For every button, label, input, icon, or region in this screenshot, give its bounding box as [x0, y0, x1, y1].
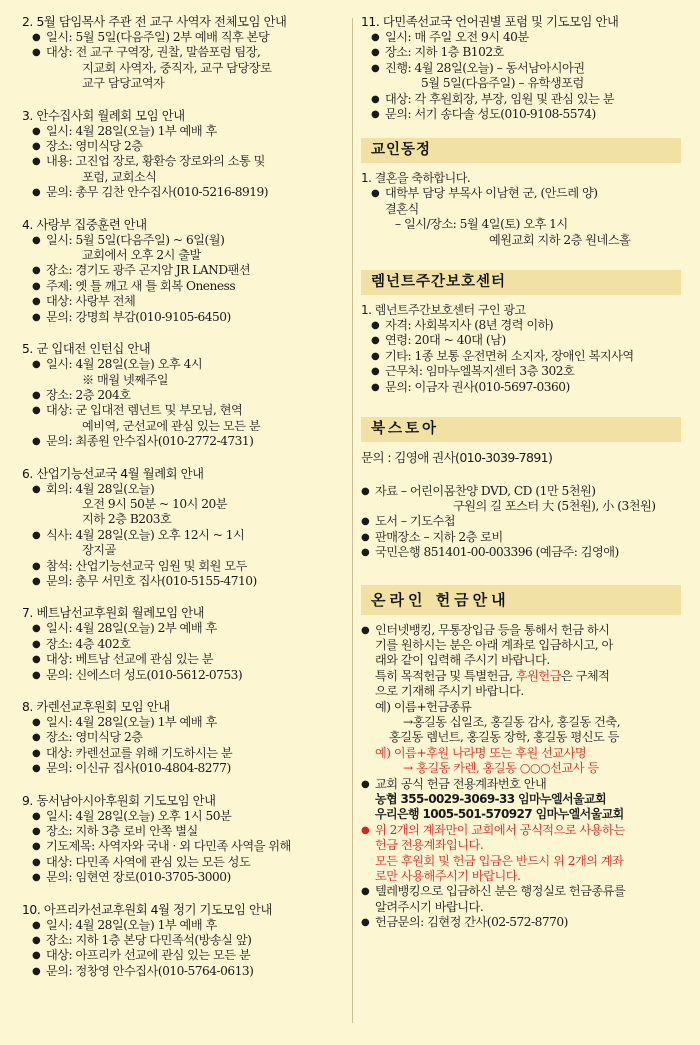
- row-label: 문의:: [385, 379, 412, 394]
- row-label: 기타:: [385, 348, 412, 363]
- row-label: 일시:: [46, 715, 73, 729]
- notice-item: [22, 466, 347, 590]
- offering-warning: ● 위 2개의 계좌만이 교회에서 공식적으로 사용하는 헌금 전용계좌입니다. 모든 후원회 및 헌금 입금은 반드시 위 2개의 계좌 로만 사용해주시기 바랍니다.: [361, 822, 625, 884]
- right-column: [361, 14, 681, 931]
- bullet-icon: ●: [361, 824, 370, 836]
- row-value: 사랑부 전체: [75, 294, 136, 309]
- row-value: 임마누엘복지센터 3층 302호: [425, 364, 575, 379]
- bullet-icon: ●: [32, 187, 41, 199]
- row-value: 사회복지사 (8년 경력 이하): [414, 318, 554, 333]
- row-label: 장소:: [46, 636, 73, 651]
- row-label: 자격:: [385, 318, 412, 333]
- row-value: 총무 김찬 안수집사(010-5216-8919): [75, 185, 269, 200]
- info-row: [22, 124, 347, 139]
- offering-intro: ● 인터넷뱅킹, 무통장입금 등을 통해서 헌금 하시 기를 원하시는 분은 아래 계좌로 입금하시고, 아 래와 같이 입력해 주시기 바랍니다. 특히 목적헌금 및 특별헌금, 후원헌금은 구체적 으로 기재해 주시기 바랍니다. 예) 이름+헌금종류 →홍길동 십일조, 홍길동 감사, 홍길동 건축, 홍길동 렘넌트, 홍길동 장학, 홍길동 평신도 등 예) 이름+후원 나라명 또는 후원 선교사명 → 홍길동 카렌, 홍길동 ○○○선교사 등: [361, 622, 621, 776]
- bullet-icon: ●: [32, 296, 41, 308]
- notice-item: [22, 341, 347, 449]
- info-row: [22, 918, 347, 933]
- bullet-icon: ●: [32, 529, 41, 541]
- bullet-icon: ●: [32, 950, 41, 962]
- info-row: [361, 484, 681, 499]
- notice-title: 11. 다민족선교국 언어권별 포럼 및 기도모임 안내: [361, 15, 619, 29]
- row-value: 카렌선교를 위해 기도하시는 분: [75, 745, 233, 760]
- bullet-icon: ●: [32, 669, 41, 681]
- row-value: 전 교구 구역장, 권찰, 말씀포럼 팀장,: [75, 45, 261, 60]
- row-label: 대상:: [46, 403, 73, 418]
- row-label: 문의:: [46, 434, 73, 449]
- notice-item: [22, 793, 347, 886]
- row-label: 근무처:: [385, 364, 423, 379]
- bookstore: [361, 450, 681, 560]
- info-row: [22, 870, 347, 885]
- row-label: 문의:: [385, 107, 412, 122]
- row-value-cont: 지교회 사역자, 중직자, 교구 담당장로: [82, 60, 272, 75]
- row-label: 장소:: [46, 387, 73, 402]
- offering-telebanking: ● 텔레뱅킹으로 입금하신 분은 행정실로 헌금종류를 알려주시기 바랍니다.: [361, 884, 626, 914]
- info-row: [22, 154, 347, 169]
- row-value-cont: 오전 9시 50분 ~ 10시 20분: [82, 496, 227, 511]
- row-value: 851401-00-003396 (예금주: 김영애): [423, 545, 619, 560]
- row-label: 기도제목:: [46, 839, 95, 854]
- row-label: 도서 –: [375, 514, 407, 529]
- bullet-icon: ●: [32, 265, 41, 277]
- info-row: [22, 839, 347, 854]
- row-value: 4월 28일(오늘) 2부 예배 후: [75, 621, 217, 636]
- notice-title: 2. 5월 담임목사 주관 전 교구 사역자 전체모임 안내: [22, 15, 287, 29]
- row-label: 일시:: [46, 808, 73, 823]
- row-label: 일시:: [46, 621, 73, 636]
- row-value: 임현연 장로(010-3705-3000): [75, 870, 231, 885]
- offering-accounts: ● 교회 공식 헌금 전용계좌번호 안내 농협 355-0029-3069-33 임마누엘서울교회 우리은행 1005-501-570927 임마누엘서울교회: [361, 777, 681, 823]
- bullet-icon: ●: [32, 389, 41, 401]
- row-value-cont: 장지골: [82, 543, 116, 558]
- row-value: 정창영 안수집사(010-5764-0613): [75, 963, 254, 978]
- remnant-center: [361, 303, 681, 395]
- info-row: [22, 668, 347, 683]
- section-header-online-offering: 온라인 헌금안내: [361, 585, 681, 615]
- info-row: [22, 263, 347, 278]
- row-label: 장소:: [46, 263, 73, 278]
- info-row: [22, 294, 347, 309]
- row-value: 베트남 선교에 관심 있는 분: [75, 652, 214, 667]
- row-label: 일시:: [46, 30, 73, 44]
- bullet-icon: ●: [371, 93, 380, 105]
- bullet-icon: ●: [32, 810, 41, 822]
- bullet-icon: ●: [361, 485, 370, 497]
- row-label: 대상:: [46, 45, 73, 60]
- row-value: 4월 28일(오늘) 오후 1시 50분: [75, 808, 232, 823]
- info-row: [22, 403, 347, 418]
- bullet-icon: ●: [32, 560, 41, 572]
- bullet-icon: ●: [32, 856, 41, 868]
- row-value-cont: 교구 담당교역자: [82, 76, 165, 91]
- notice-item: [22, 902, 347, 980]
- row-value-cont: 구원의 길 포스터 大 (5천원), 小 (3천원): [453, 498, 656, 513]
- bullet-icon: ●: [32, 841, 41, 853]
- row-value: 어린이몸찬양 DVD, CD (1만 5천원): [409, 483, 596, 498]
- row-value: 총무 서민호 집사(010-5155-4710): [75, 573, 257, 588]
- info-row: [361, 349, 681, 364]
- bullet-icon: ●: [371, 32, 380, 43]
- bullet-icon: ●: [32, 732, 41, 744]
- row-value: 4월 28일(오늘) 1부 예배 후: [75, 917, 217, 932]
- info-row: [361, 333, 681, 348]
- bullet-icon: ●: [32, 935, 41, 947]
- notice-title: 8. 카렌선교후원회 모임 안내: [22, 700, 170, 714]
- row-label: 문의:: [46, 309, 73, 324]
- row-value: 2층 204호: [75, 387, 131, 402]
- section-header-member-news: 교인동정: [361, 138, 681, 163]
- row-label: 문의:: [46, 573, 73, 588]
- row-value: 4월 28일(오늘): [75, 481, 155, 496]
- bullet-icon: ●: [32, 654, 41, 666]
- row-label: 대상:: [46, 854, 73, 869]
- row-label: 대상:: [46, 745, 73, 760]
- notice-title: 5. 군 입대전 인턴십 안내: [22, 342, 151, 357]
- row-value: 군 입대전 렘넌트 및 부모님, 현역: [75, 403, 243, 418]
- left-column: [22, 14, 347, 995]
- bullet-icon: ●: [32, 280, 41, 292]
- row-value: 강명희 부감(010-9105-6450): [75, 309, 231, 324]
- bullet-icon: ●: [361, 624, 370, 636]
- info-row: [22, 30, 347, 45]
- row-value: 최종원 안수집사(010-2772-4731): [75, 434, 254, 449]
- info-row: [361, 364, 681, 379]
- bullet-icon: ●: [32, 32, 41, 43]
- info-row: [361, 92, 681, 107]
- info-row: [22, 621, 347, 636]
- row-value-cont: ※ 매월 넷째주일: [82, 372, 169, 387]
- row-value: 지하 3층 로비 안쪽 별실: [75, 824, 198, 839]
- row-value-cont: 예비역, 군선교에 관심 있는 모든 분: [82, 418, 261, 433]
- row-label: 자료 –: [375, 483, 407, 498]
- bullet-icon: ●: [32, 359, 41, 371]
- notice-item: [22, 108, 347, 201]
- member-news-bullet: ● 대학부 담당 부목사 이남현 군, (안드레 양): [371, 186, 598, 201]
- row-label: 대상:: [46, 948, 73, 963]
- info-row: [22, 185, 347, 200]
- notice-item: [22, 699, 347, 777]
- bookstore-rows: [361, 484, 681, 561]
- row-label: 일시:: [46, 123, 73, 138]
- bullet-icon: ●: [32, 234, 41, 246]
- info-row: [22, 855, 347, 870]
- row-value: 이금자 권사(010-5697-0360): [414, 379, 570, 394]
- info-row: [22, 761, 347, 776]
- row-label: 내용:: [46, 154, 73, 169]
- bullet-icon: ●: [361, 547, 370, 559]
- info-row: [22, 388, 347, 403]
- bullet-icon: ●: [32, 575, 41, 587]
- row-value: 4월 28일(오늘) 1부 예배 후: [75, 715, 217, 729]
- info-row: [361, 45, 681, 60]
- remnant-center-subtitle: 1. 렘넌트주간보호센터 구인 광고: [361, 303, 526, 318]
- row-label: 장소:: [46, 824, 73, 839]
- row-value: 지하 1층 B102호: [414, 45, 504, 60]
- row-label: 국민은행: [375, 545, 421, 560]
- row-value: 매 주일 오전 9시 40분: [414, 30, 529, 44]
- row-value: 아프리카 선교에 관심 있는 모든 분: [75, 948, 251, 963]
- bullet-icon: ●: [32, 623, 41, 635]
- row-value: 사역자와 국내 · 외 다민족 사역을 위해: [98, 839, 291, 854]
- bullet-icon: ●: [32, 483, 41, 495]
- row-label: 문의:: [46, 185, 73, 200]
- row-value-cont: 포럼, 교회소식: [82, 169, 157, 184]
- row-label: 문의:: [46, 963, 73, 978]
- row-value: 경기도 광주 곤지암 JR LAND팬션: [75, 263, 251, 278]
- row-label: 장소:: [46, 933, 73, 948]
- info-row: [22, 279, 347, 294]
- info-row: [361, 514, 681, 529]
- row-value: 각 후원회장, 부장, 임원 및 관심 있는 분: [414, 91, 614, 106]
- account-woori: 우리은행 1005-501-570927 임마누엘서울교회: [375, 807, 624, 822]
- bullet-icon: ●: [32, 717, 41, 728]
- row-label: 대상:: [385, 91, 412, 106]
- bullet-icon: ●: [361, 778, 370, 790]
- bullet-icon: ●: [32, 638, 41, 650]
- bullet-icon: ●: [32, 763, 41, 775]
- bullet-icon: ●: [32, 405, 41, 417]
- info-row: [361, 545, 681, 560]
- row-label: 연령:: [385, 333, 412, 348]
- section-header-bookstore: 북스토아: [361, 417, 681, 442]
- row-value: 신에스더 성도(010-5612-0753): [75, 667, 243, 682]
- row-value: 이신규 집사(010-4804-8277): [75, 761, 231, 776]
- section-header-remnant-center: 렘넌트주간보호센터: [361, 270, 681, 295]
- row-value: 5월 5일(다음주일) 2부 예배 직후 본당: [75, 30, 270, 44]
- info-row: [22, 809, 347, 824]
- info-row: [22, 730, 347, 745]
- row-label: 문의:: [46, 761, 73, 776]
- notice-title: 10. 아프리카선교후원회 4월 정기 기도모임 안내: [22, 902, 272, 917]
- info-row: [22, 233, 347, 248]
- info-row: [22, 434, 347, 449]
- bullet-icon: ●: [361, 917, 370, 929]
- row-label: 대상:: [46, 652, 73, 667]
- row-value-cont: 지하 2층 B203호: [82, 512, 172, 527]
- bullet-icon: ●: [371, 188, 380, 200]
- bullet-icon: ●: [371, 47, 380, 59]
- notice-title: 6. 산업기능선교국 4월 월례회 안내: [22, 466, 204, 481]
- online-offering: [361, 623, 681, 931]
- row-label: 대상:: [46, 294, 73, 309]
- bullet-icon: ●: [32, 965, 41, 977]
- notice-item-11: [361, 14, 681, 122]
- row-value: 5월 5일(다음주일) ~ 6일(월): [75, 232, 225, 247]
- bullet-icon: ●: [361, 886, 370, 898]
- row-value: 기도수첩: [409, 514, 455, 529]
- info-row: [22, 528, 347, 543]
- bullet-icon: ●: [32, 747, 41, 759]
- row-value: 지하 1층 본당 다민족석(방송실 앞): [75, 933, 252, 948]
- row-label: 장소:: [385, 45, 412, 60]
- offering-inquiry: ● 헌금문의: 김현정 간사(02-572-8770): [361, 915, 568, 930]
- row-label: 참석:: [46, 558, 73, 573]
- row-value: 서기 송다솔 성도(010-9108-5574): [414, 107, 596, 122]
- column-divider: [352, 18, 353, 1023]
- info-row: [22, 933, 347, 948]
- row-label: 문의:: [46, 870, 73, 885]
- bullet-icon: ●: [32, 141, 41, 153]
- info-row: [22, 824, 347, 839]
- row-label: 주제:: [46, 278, 73, 293]
- row-label: 회의:: [46, 481, 73, 496]
- remnant-center-rows: [361, 318, 681, 395]
- info-row: [22, 310, 347, 325]
- row-label: 일시:: [385, 30, 412, 44]
- row-label: 일시:: [46, 232, 73, 247]
- row-label: 장소:: [46, 730, 73, 745]
- row-value: 지하 2층 로비: [432, 529, 503, 544]
- info-row: [361, 107, 681, 122]
- notice-title: 3. 안수집사회 월례회 모임 안내: [22, 108, 185, 123]
- bullet-icon: ●: [371, 62, 380, 74]
- notice-item: [22, 14, 347, 92]
- row-value: 영미식당 2층: [75, 139, 143, 154]
- row-label: 식사:: [46, 527, 73, 542]
- bullet-icon: ●: [371, 381, 380, 393]
- row-label: 문의:: [46, 667, 73, 682]
- bullet-icon: ●: [371, 320, 380, 332]
- bullet-icon: ●: [32, 436, 41, 448]
- member-news-date-place-cont: 예원교회 지하 2층 원네스홀: [489, 232, 631, 247]
- bullet-icon: ●: [32, 47, 41, 59]
- member-news-cont: 결혼식: [385, 201, 419, 216]
- row-value: 4월 28일(오늘) 1부 예배 후: [75, 123, 217, 138]
- bullet-icon: ●: [32, 311, 41, 323]
- bullet-icon: ●: [371, 109, 380, 121]
- bullet-icon: ●: [32, 826, 41, 838]
- info-row: [22, 715, 347, 730]
- bullet-icon: ●: [32, 872, 41, 884]
- row-label: 장소:: [46, 139, 73, 154]
- info-row: [361, 61, 681, 76]
- member-news-subtitle: 1. 결혼을 축하합니다.: [361, 171, 471, 186]
- info-row: [22, 964, 347, 979]
- row-value: 4월 28일(오늘) 오후 12시 ~ 1시: [75, 527, 245, 542]
- row-value: 옛 틀 깨고 새 틀 회복 Oneness: [75, 278, 236, 293]
- info-row: [361, 30, 681, 45]
- row-value-cont: 교회에서 오후 2시 출발: [82, 248, 201, 263]
- info-row: [22, 482, 347, 497]
- bullet-icon: ●: [32, 125, 41, 137]
- row-label: 판매장소 –: [375, 529, 430, 544]
- info-row: [361, 318, 681, 333]
- member-news-date-place: – 일시/장소: 5월 4일(토) 오후 1시: [395, 217, 568, 232]
- row-value-cont: 5월 5일(다음주일) – 유학생포럼: [421, 76, 584, 91]
- notice-title: 7. 베트남선교후원회 월례모임 안내: [22, 606, 205, 621]
- account-nh: 농협 355-0029-3069-33 임마누엘서울교회: [375, 792, 606, 806]
- row-value: 4월 28일(오늘) – 동서남아시아권: [414, 60, 585, 75]
- info-row: [22, 559, 347, 574]
- row-value: 영미식당 2층: [75, 730, 143, 745]
- row-label: 진행:: [385, 60, 412, 75]
- info-row: [361, 530, 681, 545]
- row-value: 다민족 사역에 관심 있는 모든 성도: [75, 854, 251, 869]
- row-label: 일시:: [46, 357, 73, 372]
- bullet-icon: ●: [361, 531, 370, 543]
- bullet-icon: ●: [32, 156, 41, 168]
- row-value: 1종 보통 운전면허 소지자, 장애인 복지사역: [414, 348, 634, 363]
- info-row: [22, 574, 347, 589]
- info-row: [22, 357, 347, 372]
- notice-item: [22, 605, 347, 683]
- bullet-icon: ●: [371, 350, 380, 362]
- row-value: 4월 28일(오늘) 오후 4시: [75, 357, 203, 372]
- row-value: 산업기능선교국 임원 및 회원 모두: [75, 558, 247, 573]
- bullet-icon: ●: [371, 366, 380, 378]
- notice-item: [22, 217, 347, 325]
- info-row: [22, 652, 347, 667]
- row-value: 20대 ~ 40대 (남): [414, 333, 506, 348]
- notice-title: 9. 동서남아시아후원회 기도모임 안내: [22, 793, 216, 808]
- notice-title: 4. 사랑부 집중훈련 안내: [22, 217, 147, 232]
- info-row: [22, 139, 347, 154]
- info-row: [22, 637, 347, 652]
- bookstore-contact: 문의 : 김영애 권사(010-3039-7891): [361, 450, 553, 466]
- info-row: [22, 948, 347, 963]
- info-row: [361, 380, 681, 395]
- bullet-icon: ●: [32, 919, 41, 931]
- info-row: [22, 45, 347, 60]
- member-news: [361, 171, 681, 248]
- row-value: 4층 402호: [75, 636, 131, 651]
- info-row: [22, 746, 347, 761]
- bullet-icon: ●: [371, 335, 380, 347]
- bullet-icon: ●: [361, 516, 370, 528]
- row-label: 일시:: [46, 917, 73, 932]
- row-value: 고진업 장로, 황환승 장로와의 소통 및: [75, 154, 265, 169]
